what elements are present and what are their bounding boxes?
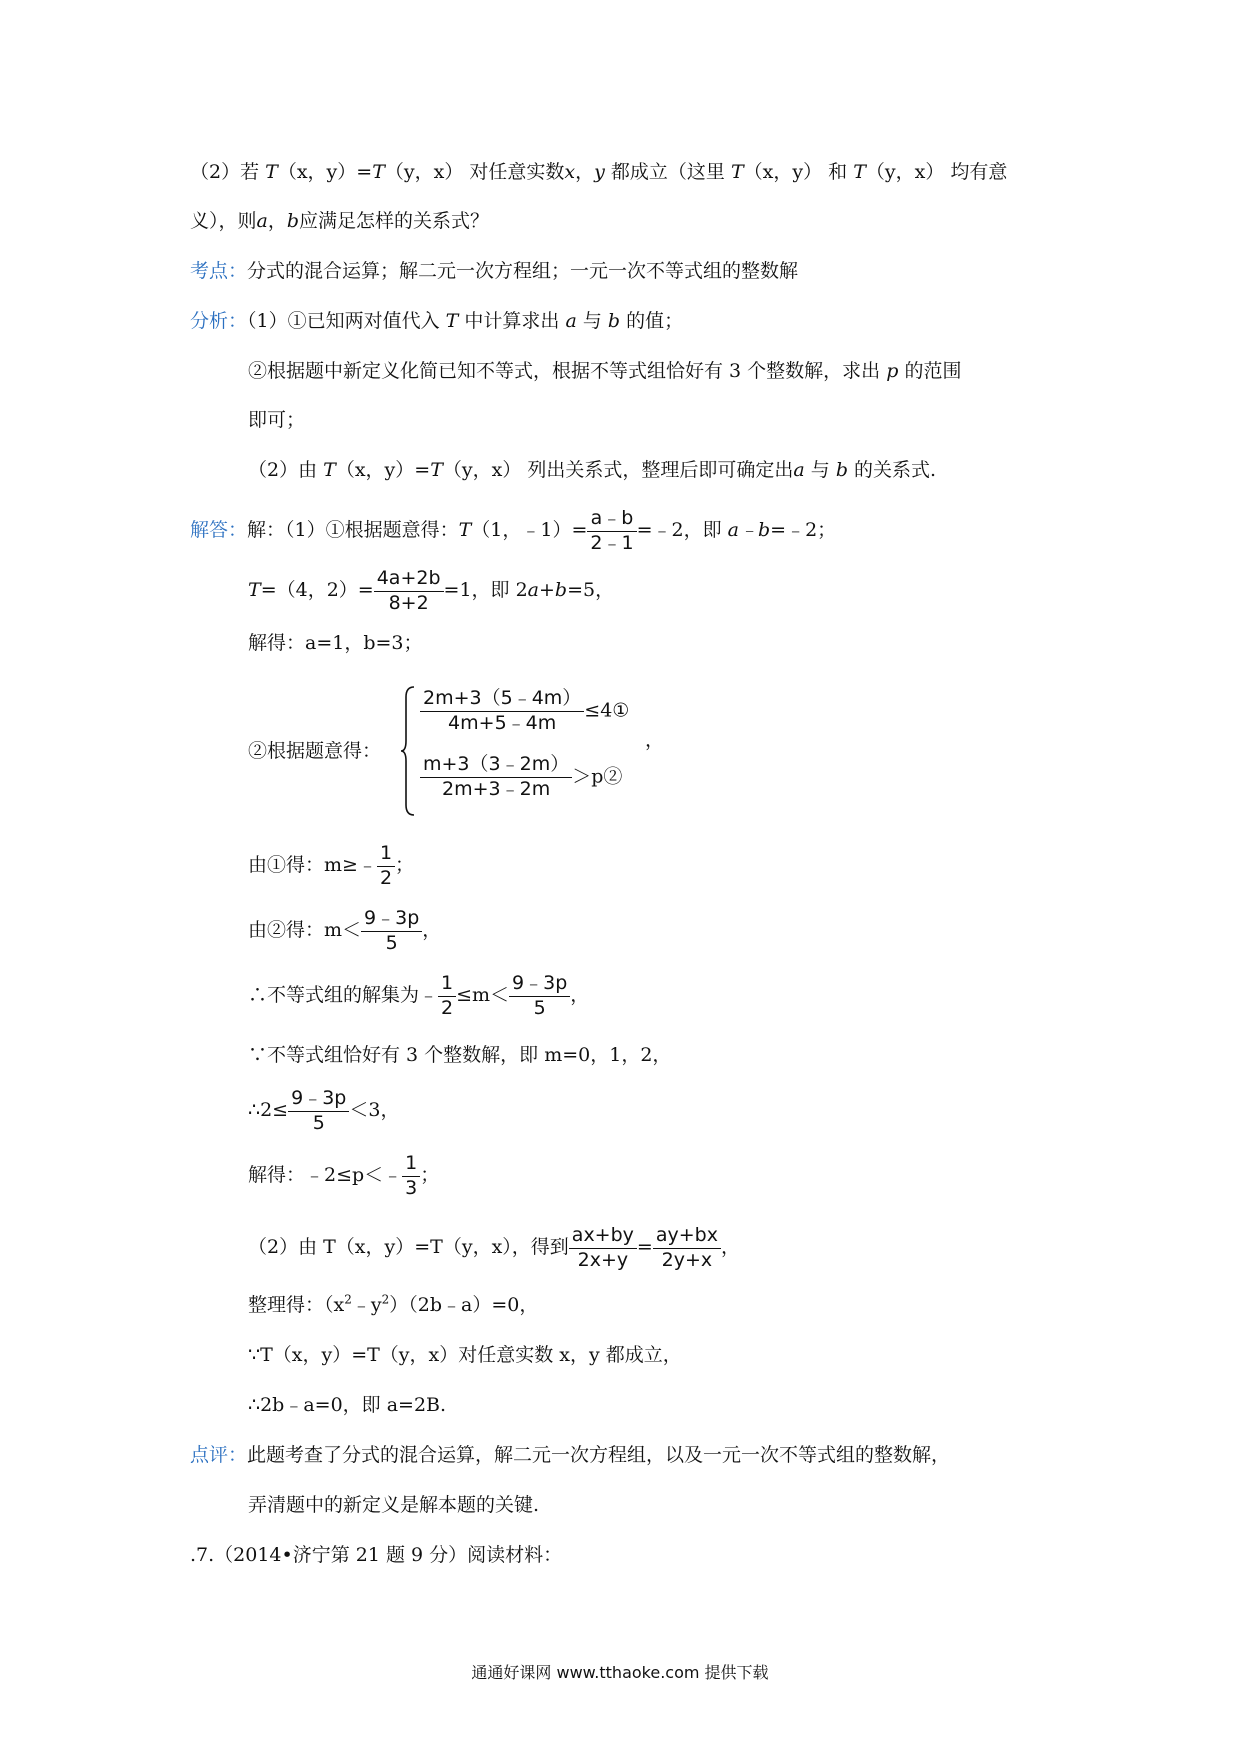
fraction: $\frac{1}{3}$ — [402, 1154, 420, 1199]
jieda-line-6: 由②得：m＜ $\frac{9﹣3p}{5}$ ， — [248, 906, 442, 954]
inequality-row-2: $\frac{m+3(3﹣2m)}{2m+3﹣2m}$ ＞p② — [420, 755, 622, 800]
fraction: $\frac{1}{2}$ — [438, 974, 456, 1019]
fraction: $\frac{a﹣b}{2﹣1}$ — [587, 509, 636, 554]
fraction: $\frac{m+3(3﹣2m)}{2m+3﹣2m}$ — [420, 755, 572, 800]
jieda-line-7: ∴不等式组的解集为﹣ $\frac{1}{2}$ ≤m＜ $\frac{9﹣3p}{5}$ ， — [248, 971, 590, 1019]
fenxi-line-4: （2）由 T（x，y）=T（y，x） 列出关系式，整理后即可确定出a 与 b 的关系式. — [248, 459, 937, 481]
question-2-line-2: 义），则a，b应满足怎样的关系式？ — [190, 210, 490, 232]
fraction: $\frac{9﹣3p}{5}$ — [509, 974, 570, 1019]
next-question-heading: .7.（2014•济宁第 21 题 9 分）阅读材料： — [190, 1544, 563, 1566]
fraction: $\frac{9﹣3p}{5}$ — [361, 909, 422, 954]
kaodian-label: 考点： — [190, 260, 248, 282]
fraction: $\frac{2m+3(5﹣4m)}{4m+5﹣4m}$ — [420, 689, 584, 734]
left-brace — [400, 685, 416, 817]
fenxi-line-1: 分析：（1）①已知两对值代入 T 中计算求出 a 与 b 的值； — [190, 310, 684, 332]
fraction: $\frac{4a+2b}{8+2}$ — [374, 569, 444, 614]
dianping-line-1: 点评：此题考查了分式的混合运算，解二元一次方程组，以及一元一次不等式组的整数解， — [190, 1444, 951, 1466]
fraction: $\frac{9﹣3p}{5}$ — [288, 1089, 349, 1134]
jieda-line-12: 整理得：$(x^2﹣y^2)(2b﹣a)=0$， — [248, 1292, 539, 1316]
jieda-line-5: 由①得：m≥﹣ $\frac{1}{2}$ ； — [248, 841, 415, 889]
jieda-line-2: T=（4，2）= $\frac{4a+2b}{8+2}$ =1，即 2a+b=5， — [248, 566, 615, 614]
jieda-line-11: （2）由 T（x，y）=T（y，x），得到 $\frac{ax+by}{2x+y}$ = $\frac{ay+bx}{2y+x}$ ， — [248, 1223, 740, 1271]
fenxi-line-3: 即可； — [248, 409, 306, 431]
inequality-system — [250, 685, 710, 815]
question-2-line-1: （2）若 T（x，y）=T（y，x） 对任意实数x，y 都成立（这里 T（x，y） 和 T（y，x） 均有意 — [190, 161, 1008, 183]
kaodian-text: 分式的混合运算；解二元一次方程组；一元一次不等式组的整数解 — [247, 260, 799, 282]
dianping-line-2: 弄清题中的新定义是解本题的关键. — [248, 1494, 540, 1516]
jieda-line-14: ∴2b﹣a=0，即 a=2B. — [248, 1394, 447, 1416]
jieda-line-13: ∵T（x，y）=T（y，x）对任意实数 x，y 都成立， — [248, 1344, 682, 1366]
kaodian-line — [190, 256, 798, 286]
jieda-line-4: ②根据题意得： — [248, 740, 382, 762]
inequality-row-1: $\frac{2m+3(5﹣4m)}{4m+5﹣4m}$ ≤4① — [420, 689, 629, 734]
page-footer: 通通好课网 www.tthaoke.com 提供下载 — [471, 1663, 769, 1682]
fenxi-label: 分析： — [190, 310, 248, 332]
jieda-line-10: 解得：﹣2≤p＜﹣ $\frac{1}{3}$ ； — [248, 1151, 440, 1199]
jieda-label: 解答： — [190, 519, 248, 541]
jieda-line-9: ∴2≤ $\frac{9﹣3p}{5}$ ＜3， — [248, 1086, 400, 1134]
fraction: $\frac{ax+by}{2x+y}$ — [569, 1226, 637, 1271]
jieda-line-3: 解得：a=1，b=3； — [248, 632, 423, 654]
fraction: $\frac{ay+bx}{2y+x}$ — [653, 1226, 721, 1271]
dianping-label: 点评： — [190, 1444, 248, 1466]
system-comma: ， — [645, 729, 665, 751]
jieda-line-1: 解答：解：（1）①根据题意得：T（1，﹣1）= $\frac{a﹣b}{2﹣1}$ =﹣2，即 a﹣b=﹣2； — [190, 506, 837, 554]
fenxi-line-2: ②根据题中新定义化简已知不等式，根据不等式组恰好有 3 个整数解，求出 p 的范围 — [248, 360, 962, 382]
jieda-line-8: ∵不等式组恰好有 3 个整数解，即 m=0，1，2， — [248, 1044, 672, 1066]
fraction: $\frac{1}{2}$ — [377, 844, 395, 889]
